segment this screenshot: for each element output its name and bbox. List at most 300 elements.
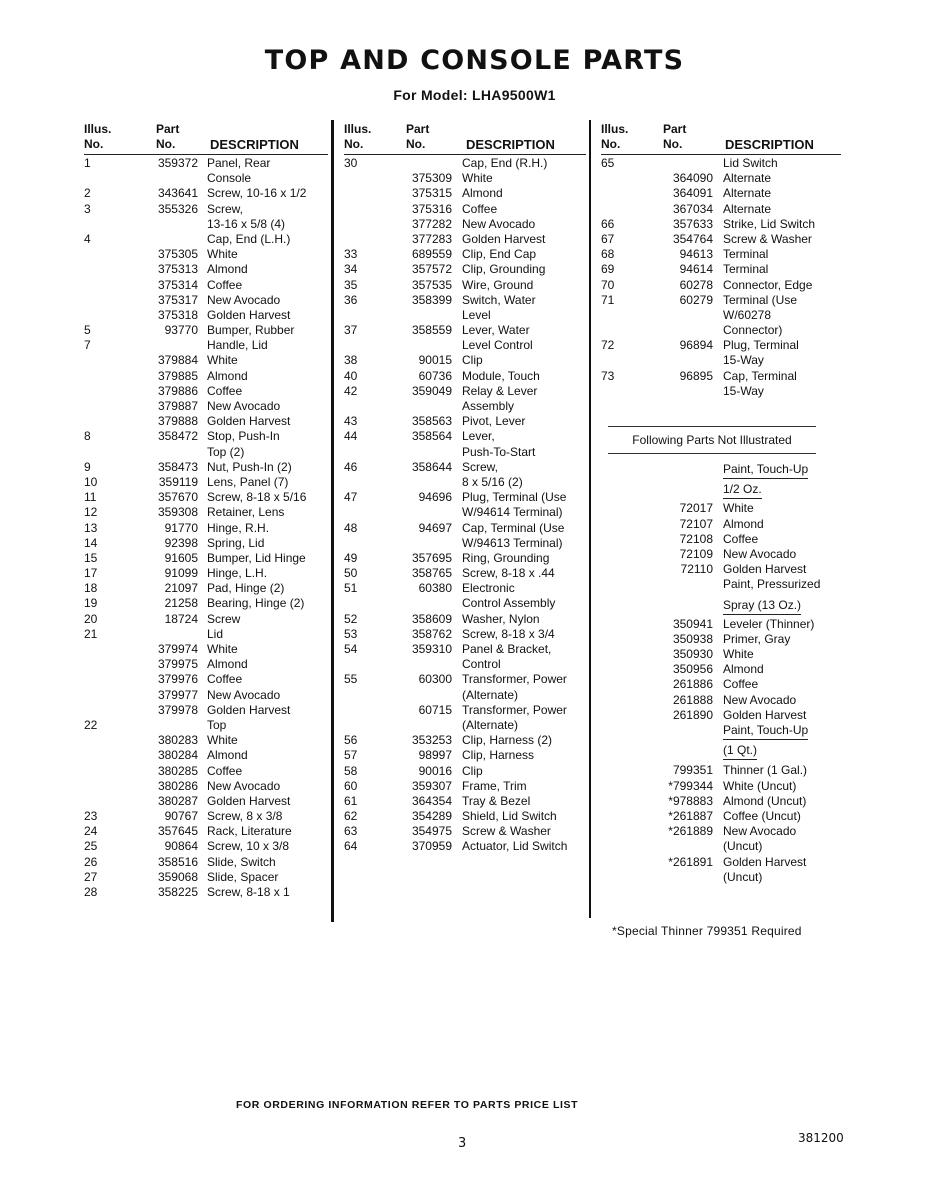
table-row [601, 338, 841, 353]
header-part-label: Part [156, 122, 180, 136]
part-number: 377283 [411, 231, 452, 246]
part-description: White [207, 247, 238, 262]
part-number: 799351 [672, 763, 713, 778]
part-number: 96895 [679, 368, 713, 383]
table-row [344, 490, 586, 505]
illus-number: 40 [344, 368, 358, 383]
part-number: 375315 [411, 186, 452, 201]
group-subtitle [601, 598, 841, 613]
part-description: Clip, End Cap [462, 247, 537, 262]
illus-number: 13 [84, 520, 98, 535]
table-row [601, 763, 841, 778]
table-row [344, 703, 586, 718]
part-number: 358516 [157, 854, 198, 869]
part-description: Panel & Bracket, [462, 642, 552, 656]
illus-number: 70 [601, 277, 615, 292]
table-row [344, 566, 586, 581]
part-description: White [207, 733, 238, 748]
paint-rows [601, 763, 841, 885]
not-illustrated-heading: Following Parts Not Illustrated [608, 426, 816, 454]
part-number: 370959 [411, 839, 452, 854]
table-row [84, 521, 328, 536]
illus-number: 72 [601, 338, 615, 353]
header-no-label: No. [344, 137, 364, 151]
table-row [84, 278, 328, 293]
part-description: Coffee [207, 383, 243, 398]
table-row [601, 647, 841, 662]
part-number: 379888 [157, 414, 198, 429]
table-row [344, 596, 586, 611]
table-row [84, 794, 328, 809]
part-description: Spring, Lid [207, 535, 265, 550]
part-description: Thinner (1 Gal.) [723, 763, 808, 778]
illus-number: 51 [344, 581, 358, 596]
paint-rows [601, 501, 841, 577]
paint-rows [601, 617, 841, 723]
part-number: 94614 [679, 262, 713, 277]
part-description: Assembly [462, 399, 515, 413]
part-description: W/94613 Terminal) [462, 535, 563, 550]
table-row [344, 642, 586, 657]
table-row [344, 551, 586, 566]
part-description: Connector, Edge [723, 277, 813, 292]
part-number: 358644 [411, 459, 452, 474]
part-description: Golden Harvest [207, 414, 291, 429]
group-title [601, 577, 841, 592]
part-number: 377282 [411, 216, 452, 231]
part-description: White [207, 642, 238, 656]
not-illustrated-section [601, 462, 841, 885]
part-number: 72108 [679, 531, 713, 546]
part-description: Leveler (Thinner) [723, 616, 815, 631]
table-row [84, 688, 328, 703]
table-row [601, 171, 841, 186]
part-description: New Avocado [723, 824, 797, 839]
part-description: 8 x 5/16 (2) [462, 474, 523, 489]
table-row [84, 748, 328, 763]
part-number: 358225 [157, 885, 198, 899]
table-row [344, 688, 586, 703]
part-description: White [207, 353, 238, 368]
part-number: 350938 [672, 631, 713, 646]
group1-subtitle: 1/2 Oz. [723, 482, 762, 499]
header-rule [344, 154, 586, 155]
part-number: 357535 [411, 277, 452, 292]
part-description: Coffee [723, 531, 759, 546]
part-description: Bumper, Rubber [207, 323, 295, 338]
part-description: Screw & Washer [723, 231, 812, 246]
table-row [84, 384, 328, 399]
part-description: Coffee [723, 677, 759, 692]
part-number: 350941 [672, 616, 713, 631]
table-row [601, 384, 841, 399]
part-number: 379975 [157, 657, 198, 672]
part-description: Washer, Nylon [462, 611, 540, 626]
table-row [84, 171, 328, 186]
part-description: Panel, Rear [207, 156, 271, 170]
part-description: Screw, [462, 459, 499, 474]
group-title [601, 723, 841, 738]
illus-number: 48 [344, 520, 358, 535]
table-row [84, 186, 328, 201]
part-description: Golden Harvest [723, 854, 807, 869]
table-row [84, 338, 328, 353]
group-subtitle [601, 743, 841, 758]
part-number: 364091 [672, 186, 713, 201]
table-row [601, 501, 841, 516]
part-number: 358762 [411, 626, 452, 641]
column-header [601, 120, 841, 156]
header-illus-label: Illus. [344, 122, 372, 136]
table-row [344, 202, 586, 217]
part-number: 261888 [672, 692, 713, 707]
illus-number: 60 [344, 778, 358, 793]
table-row [84, 657, 328, 672]
table-row [601, 662, 841, 677]
table-row [344, 232, 586, 247]
part-number: 380285 [157, 763, 198, 778]
illus-number: 65 [601, 156, 615, 170]
part-number: 261890 [672, 707, 713, 722]
table-row [344, 521, 586, 536]
part-description: White (Uncut) [723, 778, 797, 793]
part-number: 375316 [411, 201, 452, 216]
table-row [344, 369, 586, 384]
illus-number: 34 [344, 262, 358, 277]
part-description: Stop, Push-In [207, 429, 280, 444]
part-description: Lever, Water [462, 323, 530, 338]
part-number: 60715 [418, 702, 452, 717]
part-number: 375314 [157, 277, 198, 292]
illus-number: 42 [344, 383, 358, 398]
illus-number: 5 [84, 323, 91, 338]
part-number: 357695 [411, 550, 452, 565]
part-number: 364354 [411, 793, 452, 808]
part-description: Tray & Bezel [462, 793, 531, 808]
part-description: Cap, Terminal [723, 368, 797, 383]
part-description: Shield, Lid Switch [462, 809, 557, 824]
table-row [344, 627, 586, 642]
table-row [84, 369, 328, 384]
illus-number: 33 [344, 247, 358, 262]
illus-number: 46 [344, 459, 358, 474]
table-row [84, 642, 328, 657]
illus-number: 8 [84, 429, 91, 444]
table-row [601, 186, 841, 201]
group2-subtitle: Spray (13 Oz.) [723, 598, 801, 615]
column-header [344, 120, 586, 156]
header-no-label: No. [663, 137, 683, 151]
part-number: 355326 [157, 201, 198, 216]
illus-number: 25 [84, 839, 98, 854]
part-description: Lid Switch [723, 156, 778, 170]
part-description: Hinge, R.H. [207, 520, 270, 535]
part-description: White [723, 501, 754, 516]
table-row [84, 839, 328, 854]
table-row [344, 171, 586, 186]
part-number: 60736 [418, 368, 452, 383]
part-number: 94613 [679, 247, 713, 262]
table-row [601, 562, 841, 577]
part-description: 13-16 x 5/8 (4) [207, 216, 286, 231]
table-row [344, 460, 586, 475]
part-number: 261886 [672, 677, 713, 692]
table-row [84, 505, 328, 520]
part-number: 72107 [679, 516, 713, 531]
table-row [601, 232, 841, 247]
table-row [601, 278, 841, 293]
part-description: New Avocado [723, 692, 797, 707]
illus-number: 69 [601, 262, 615, 277]
table-row [344, 278, 586, 293]
table-row [601, 547, 841, 562]
header-part-no [156, 122, 179, 152]
illus-number: 28 [84, 885, 98, 899]
illus-number: 1 [84, 156, 91, 170]
part-description: Slide, Switch [207, 854, 276, 869]
illus-number: 27 [84, 869, 98, 884]
part-number: 353253 [411, 733, 452, 748]
part-number: 358559 [411, 323, 452, 338]
table-row [84, 399, 328, 414]
table-row [84, 490, 328, 505]
illus-number: 4 [84, 231, 91, 246]
table-row [84, 809, 328, 824]
part-number: 350930 [672, 647, 713, 662]
part-description: Cap, End (L.H.) [207, 231, 291, 246]
group-title [601, 462, 841, 477]
table-row [601, 708, 841, 723]
part-number: 357645 [157, 824, 198, 839]
part-number: 98997 [418, 748, 452, 763]
table-row [84, 703, 328, 718]
part-number: 94696 [418, 490, 452, 505]
table-row [601, 308, 841, 323]
illus-number: 9 [84, 459, 91, 474]
part-number: 379974 [157, 642, 198, 656]
table-row [344, 657, 586, 672]
table-row [344, 262, 586, 277]
table-row [344, 414, 586, 429]
table-row [344, 445, 586, 460]
part-description: 15-Way [723, 383, 764, 398]
table-row [601, 839, 841, 854]
part-number: 359310 [411, 642, 452, 656]
table-row [344, 323, 586, 338]
table-row [84, 202, 328, 217]
table-row [601, 677, 841, 692]
part-number: 60278 [679, 277, 713, 292]
illus-number: 71 [601, 292, 615, 307]
part-number: 359068 [157, 869, 198, 884]
table-row [84, 627, 328, 642]
header-illus-no [601, 122, 628, 152]
illus-number: 50 [344, 566, 358, 581]
group2-title: Paint, Pressurized [723, 577, 821, 592]
part-number: 359119 [158, 474, 198, 489]
part-number: 91099 [164, 566, 198, 581]
table-row [601, 156, 841, 171]
part-description: New Avocado [723, 546, 797, 561]
page-title: TOP AND CONSOLE PARTS [264, 45, 685, 76]
illus-number: 54 [344, 642, 358, 656]
illus-number: 37 [344, 323, 358, 338]
part-number: *261889 [668, 824, 713, 839]
part-number: 21097 [164, 581, 198, 596]
table-row [84, 718, 328, 733]
illus-number: 43 [344, 414, 358, 429]
part-description: Golden Harvest [462, 231, 546, 246]
table-row [344, 399, 586, 414]
part-number: 358609 [411, 611, 452, 626]
illus-number: 2 [84, 186, 91, 201]
table-row [344, 353, 586, 368]
illus-number: 7 [84, 338, 91, 353]
group1-title: Paint, Touch-Up [723, 462, 808, 479]
part-number: 21258 [164, 596, 198, 611]
table-row [601, 217, 841, 232]
part-number: 91605 [164, 550, 198, 565]
part-number: 380287 [157, 793, 198, 808]
header-description: DESCRIPTION [725, 137, 814, 152]
part-description: Coffee [207, 763, 243, 778]
illus-number: 67 [601, 231, 615, 246]
illus-number: 14 [84, 535, 98, 550]
ordering-notice: FOR ORDERING INFORMATION REFER TO PARTS PRICE LIST [236, 1099, 579, 1111]
part-description: Module, Touch [462, 368, 540, 383]
part-number: 379978 [157, 702, 198, 717]
table-row [344, 505, 586, 520]
part-description: Almond [207, 657, 248, 672]
part-number: 343641 [157, 186, 198, 201]
part-description: Golden Harvest [207, 702, 291, 717]
table-row [84, 672, 328, 687]
part-description: Screw, 8-18 x .44 [462, 566, 555, 581]
illus-number: 24 [84, 824, 98, 839]
table-row [84, 779, 328, 794]
table-row [344, 809, 586, 824]
part-description: Alternate [723, 171, 772, 186]
part-number: 60300 [418, 672, 452, 687]
page-number: 3 [458, 1136, 467, 1151]
illus-number: 20 [84, 611, 98, 626]
part-number: 375309 [411, 171, 452, 186]
table-row [344, 217, 586, 232]
illus-number: 15 [84, 550, 98, 565]
part-description: (Alternate) [462, 717, 519, 732]
part-number: 94697 [418, 520, 452, 535]
header-illus-no [84, 122, 111, 152]
part-number: 357670 [157, 490, 198, 505]
column-divider [589, 120, 591, 918]
table-row [601, 369, 841, 384]
part-description: Transformer, Power [462, 672, 567, 687]
part-description: Clip, Harness (2) [462, 733, 553, 748]
part-description: Almond [462, 186, 503, 201]
part-description: W/94614 Terminal) [462, 505, 563, 520]
part-description: (Alternate) [462, 687, 519, 702]
part-description: Screw [207, 611, 241, 626]
parts-rows [601, 156, 841, 399]
part-description: Control [462, 657, 501, 672]
part-number: 354764 [672, 231, 713, 246]
part-description: Push-To-Start [462, 444, 536, 459]
part-description: Terminal [723, 262, 769, 277]
part-description: Frame, Trim [462, 778, 527, 793]
header-illus-no [344, 122, 371, 152]
table-row [601, 247, 841, 262]
part-number: 91770 [164, 520, 198, 535]
part-description: Almond [207, 368, 248, 383]
table-row [344, 338, 586, 353]
table-row [84, 156, 328, 171]
part-number: 72110 [680, 562, 713, 577]
part-number: 90864 [164, 839, 198, 854]
table-row [84, 308, 328, 323]
part-description: Screw, 8-18 x 1 [207, 885, 290, 899]
part-description: Plug, Terminal [723, 338, 799, 353]
part-number: 379884 [157, 353, 198, 368]
model-subtitle: For Model: LHA9500W1 [393, 87, 556, 103]
part-number: 60279 [679, 292, 713, 307]
part-number: 90015 [418, 353, 452, 368]
part-description: Clip, Grounding [462, 262, 546, 277]
table-row [84, 612, 328, 627]
table-row [601, 693, 841, 708]
illus-number: 61 [344, 793, 358, 808]
part-number: 689559 [411, 247, 452, 262]
table-row [84, 824, 328, 839]
table-row [344, 384, 586, 399]
part-number: 380286 [157, 778, 198, 793]
part-number: 367034 [672, 201, 713, 216]
illus-number: 38 [344, 353, 358, 368]
part-description: Clip, Harness [462, 748, 535, 763]
table-row [601, 779, 841, 794]
part-description: Screw, 10 x 3/8 [207, 839, 290, 854]
part-description: New Avocado [207, 399, 281, 413]
table-row [344, 293, 586, 308]
part-description: Screw, [207, 201, 244, 216]
part-number: 359372 [157, 156, 198, 170]
table-row [84, 353, 328, 368]
part-description: White [723, 647, 754, 662]
table-row [601, 517, 841, 532]
part-number: 375318 [157, 307, 198, 322]
table-row [84, 247, 328, 262]
part-number: 93770 [164, 323, 198, 338]
part-description: Transformer, Power [462, 702, 567, 717]
part-number: *261891 [668, 854, 713, 869]
table-row [601, 870, 841, 885]
illus-number: 73 [601, 368, 615, 383]
parts-rows [344, 156, 586, 855]
part-description: Screw, 10-16 x 1/2 [207, 186, 307, 201]
table-row [601, 262, 841, 277]
part-description: New Avocado [462, 216, 536, 231]
part-description: Golden Harvest [207, 307, 291, 322]
table-row [84, 232, 328, 247]
part-number: 379977 [157, 687, 198, 702]
table-row [344, 748, 586, 763]
header-no-label: No. [406, 137, 426, 151]
table-row [601, 632, 841, 647]
illus-number: 47 [344, 490, 358, 505]
part-description: Screw, 8-18 x 5/16 [207, 490, 307, 505]
part-description: Cap, End (R.H.) [462, 156, 548, 170]
table-row [84, 885, 328, 900]
part-number: 72017 [679, 501, 713, 516]
